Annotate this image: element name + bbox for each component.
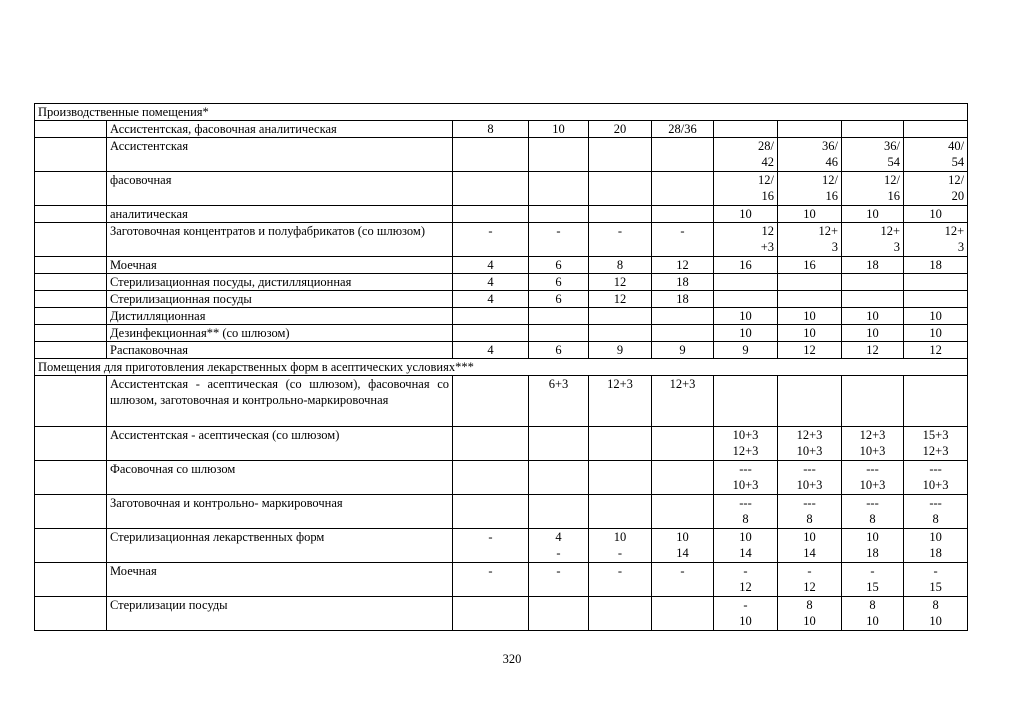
value-cell: 16 <box>714 257 778 274</box>
value-cell <box>652 461 714 495</box>
value-cell: 6 <box>529 291 589 308</box>
value-cell: 10 <box>904 308 968 325</box>
value-cell: --- 8 <box>904 495 968 529</box>
value-cell: 10 <box>842 206 904 223</box>
value-cell <box>652 325 714 342</box>
table-row <box>35 308 968 325</box>
value-cell: - 10 <box>714 597 778 631</box>
value-cell: 8 10 <box>904 597 968 631</box>
room-name: Заготовочная и контрольно- маркировочная <box>107 495 453 529</box>
table-row <box>35 291 968 308</box>
blank-cell <box>35 495 107 529</box>
value-cell: 12 <box>904 342 968 359</box>
value-cell: 8 <box>589 257 652 274</box>
value-cell: 12/ 20 <box>904 172 968 206</box>
room-name: аналитическая <box>107 206 453 223</box>
value-cell: 10 <box>529 121 589 138</box>
table-row <box>35 376 968 427</box>
value-cell: 18 <box>652 291 714 308</box>
table-row <box>35 274 968 291</box>
value-cell: 4 - <box>529 529 589 563</box>
value-cell <box>453 308 529 325</box>
blank-cell <box>35 257 107 274</box>
value-cell: - 12 <box>714 563 778 597</box>
value-cell <box>453 206 529 223</box>
value-cell: 10 18 <box>904 529 968 563</box>
value-cell: 20 <box>589 121 652 138</box>
value-cell: --- 8 <box>778 495 842 529</box>
value-cell: 6+3 <box>529 376 589 427</box>
value-cell <box>529 495 589 529</box>
value-cell <box>904 274 968 291</box>
table-row <box>35 461 968 495</box>
value-cell: 18 <box>652 274 714 291</box>
value-cell: 10 <box>714 325 778 342</box>
value-cell: 10+3 12+3 <box>714 427 778 461</box>
value-cell: --- 10+3 <box>714 461 778 495</box>
value-cell: 12 <box>652 257 714 274</box>
value-cell: 10 <box>778 325 842 342</box>
blank-cell <box>35 138 107 172</box>
value-cell <box>904 291 968 308</box>
blank-cell <box>35 427 107 461</box>
section-row <box>35 359 968 376</box>
value-cell: - <box>652 563 714 597</box>
value-cell: 18 <box>904 257 968 274</box>
value-cell <box>778 291 842 308</box>
value-cell: 16 <box>778 257 842 274</box>
table-row <box>35 427 968 461</box>
value-cell: 12+3 <box>652 376 714 427</box>
value-cell <box>842 376 904 427</box>
blank-cell <box>35 376 107 427</box>
value-cell <box>652 206 714 223</box>
value-cell <box>453 495 529 529</box>
value-cell: 12 <box>589 291 652 308</box>
value-cell: --- 10+3 <box>842 461 904 495</box>
value-cell: 6 <box>529 342 589 359</box>
value-cell: 10 <box>778 206 842 223</box>
value-cell <box>714 121 778 138</box>
room-name: Ассистентская, фасовочная аналитическая <box>107 121 453 138</box>
table-row <box>35 257 968 274</box>
value-cell <box>904 376 968 427</box>
value-cell: 4 <box>453 291 529 308</box>
room-name: Стерилизационная лекарственных форм <box>107 529 453 563</box>
value-cell: 10 <box>904 206 968 223</box>
blank-cell <box>35 597 107 631</box>
room-name: Дистилляционная <box>107 308 453 325</box>
blank-cell <box>35 461 107 495</box>
value-cell <box>529 427 589 461</box>
room-name: Стерилизационная посуды <box>107 291 453 308</box>
value-cell <box>778 376 842 427</box>
value-cell: 28/ 42 <box>714 138 778 172</box>
value-cell: 40/ 54 <box>904 138 968 172</box>
room-name: Ассистентская - асептическая (со шлюзом), фасовочная со шлюзом, заготовочная и контрольно-маркировочная <box>107 376 453 427</box>
value-cell: 10 <box>842 308 904 325</box>
value-cell <box>904 121 968 138</box>
room-name: Стерилизационная посуды, дистилляционная <box>107 274 453 291</box>
value-cell: - <box>589 223 652 257</box>
table-row <box>35 325 968 342</box>
blank-cell <box>35 529 107 563</box>
value-cell: - <box>529 563 589 597</box>
value-cell: 12 <box>842 342 904 359</box>
value-cell <box>778 121 842 138</box>
room-name: Моечная <box>107 563 453 597</box>
value-cell <box>589 172 652 206</box>
value-cell: 12 <box>589 274 652 291</box>
value-cell: - <box>589 563 652 597</box>
value-cell <box>589 206 652 223</box>
room-name: Фасовочная со шлюзом <box>107 461 453 495</box>
blank-cell <box>35 223 107 257</box>
value-cell: 12/ 16 <box>778 172 842 206</box>
value-cell <box>589 325 652 342</box>
value-cell: 10 <box>904 325 968 342</box>
value-cell: 12+ 3 <box>778 223 842 257</box>
value-cell: 12/ 16 <box>842 172 904 206</box>
value-cell <box>589 308 652 325</box>
value-cell: 10 <box>842 325 904 342</box>
room-name: Ассистентская <box>107 138 453 172</box>
value-cell: --- 8 <box>842 495 904 529</box>
value-cell: 10 14 <box>652 529 714 563</box>
value-cell: - <box>652 223 714 257</box>
value-cell <box>529 325 589 342</box>
value-cell: 4 <box>453 274 529 291</box>
value-cell <box>529 172 589 206</box>
value-cell <box>589 138 652 172</box>
value-cell: 12 <box>778 342 842 359</box>
value-cell: --- 8 <box>714 495 778 529</box>
value-cell <box>529 308 589 325</box>
table-row <box>35 597 968 631</box>
section-row <box>35 104 968 121</box>
value-cell: --- 10+3 <box>778 461 842 495</box>
table-row <box>35 342 968 359</box>
table-row <box>35 138 968 172</box>
value-cell: 28/36 <box>652 121 714 138</box>
value-cell <box>453 376 529 427</box>
blank-cell <box>35 172 107 206</box>
value-cell: 8 10 <box>842 597 904 631</box>
value-cell: 10 - <box>589 529 652 563</box>
room-name: Моечная <box>107 257 453 274</box>
room-name: Распаковочная <box>107 342 453 359</box>
value-cell <box>842 274 904 291</box>
value-cell: - <box>453 223 529 257</box>
value-cell <box>453 427 529 461</box>
value-cell <box>529 597 589 631</box>
value-cell <box>778 274 842 291</box>
blank-cell <box>35 308 107 325</box>
blank-cell <box>35 274 107 291</box>
rooms-area-table <box>34 103 968 631</box>
value-cell <box>529 461 589 495</box>
value-cell: - <box>529 223 589 257</box>
value-cell <box>589 461 652 495</box>
value-cell: 18 <box>842 257 904 274</box>
value-cell <box>529 138 589 172</box>
value-cell: 10 <box>714 308 778 325</box>
table-row <box>35 223 968 257</box>
value-cell: 9 <box>652 342 714 359</box>
value-cell <box>652 597 714 631</box>
value-cell: 12+ 3 <box>904 223 968 257</box>
value-cell: 8 10 <box>778 597 842 631</box>
value-cell: 10 18 <box>842 529 904 563</box>
value-cell: - <box>453 563 529 597</box>
value-cell: - <box>453 529 529 563</box>
value-cell: 10 14 <box>714 529 778 563</box>
room-name: Ассистентская - асептическая (со шлюзом) <box>107 427 453 461</box>
blank-cell <box>35 342 107 359</box>
value-cell: 10 <box>778 308 842 325</box>
value-cell <box>714 376 778 427</box>
value-cell <box>453 597 529 631</box>
page-number: 320 <box>502 652 522 666</box>
value-cell: - 15 <box>842 563 904 597</box>
value-cell: 12 +3 <box>714 223 778 257</box>
value-cell <box>453 461 529 495</box>
value-cell <box>589 427 652 461</box>
value-cell: - 15 <box>904 563 968 597</box>
value-cell: 36/ 54 <box>842 138 904 172</box>
blank-cell <box>35 325 107 342</box>
value-cell: 8 <box>453 121 529 138</box>
blank-cell <box>35 206 107 223</box>
value-cell: 9 <box>589 342 652 359</box>
value-cell <box>652 495 714 529</box>
value-cell: - 12 <box>778 563 842 597</box>
room-name: Стерилизации посуды <box>107 597 453 631</box>
value-cell <box>652 138 714 172</box>
value-cell: 4 <box>453 257 529 274</box>
value-cell: --- 10+3 <box>904 461 968 495</box>
table-row <box>35 121 968 138</box>
value-cell <box>453 325 529 342</box>
value-cell: 10 14 <box>778 529 842 563</box>
value-cell: 12+3 10+3 <box>778 427 842 461</box>
value-cell <box>652 308 714 325</box>
room-name: фасовочная <box>107 172 453 206</box>
table-row <box>35 206 968 223</box>
value-cell: 12+ 3 <box>842 223 904 257</box>
table-row <box>35 563 968 597</box>
table-row <box>35 529 968 563</box>
table-row <box>35 495 968 529</box>
value-cell <box>453 138 529 172</box>
value-cell: 12+3 10+3 <box>842 427 904 461</box>
value-cell: 6 <box>529 257 589 274</box>
value-cell <box>714 291 778 308</box>
value-cell <box>714 274 778 291</box>
value-cell: 15+3 12+3 <box>904 427 968 461</box>
value-cell <box>842 121 904 138</box>
section-title: Помещения для приготовления лекарственных форм в асептических условиях*** <box>35 359 968 376</box>
section-title: Производственные помещения* <box>35 104 968 121</box>
value-cell: 10 <box>714 206 778 223</box>
value-cell: 6 <box>529 274 589 291</box>
value-cell: 12/ 16 <box>714 172 778 206</box>
room-name: Дезинфекционная** (со шлюзом) <box>107 325 453 342</box>
value-cell <box>589 495 652 529</box>
value-cell <box>453 172 529 206</box>
value-cell <box>842 291 904 308</box>
blank-cell <box>35 291 107 308</box>
value-cell: 36/ 46 <box>778 138 842 172</box>
room-name: Заготовочная концентратов и полуфабрикатов (со шлюзом) <box>107 223 453 257</box>
value-cell <box>652 427 714 461</box>
value-cell <box>652 172 714 206</box>
value-cell: 4 <box>453 342 529 359</box>
value-cell <box>529 206 589 223</box>
table-row <box>35 172 968 206</box>
value-cell <box>589 597 652 631</box>
blank-cell <box>35 563 107 597</box>
value-cell: 12+3 <box>589 376 652 427</box>
value-cell: 9 <box>714 342 778 359</box>
blank-cell <box>35 121 107 138</box>
